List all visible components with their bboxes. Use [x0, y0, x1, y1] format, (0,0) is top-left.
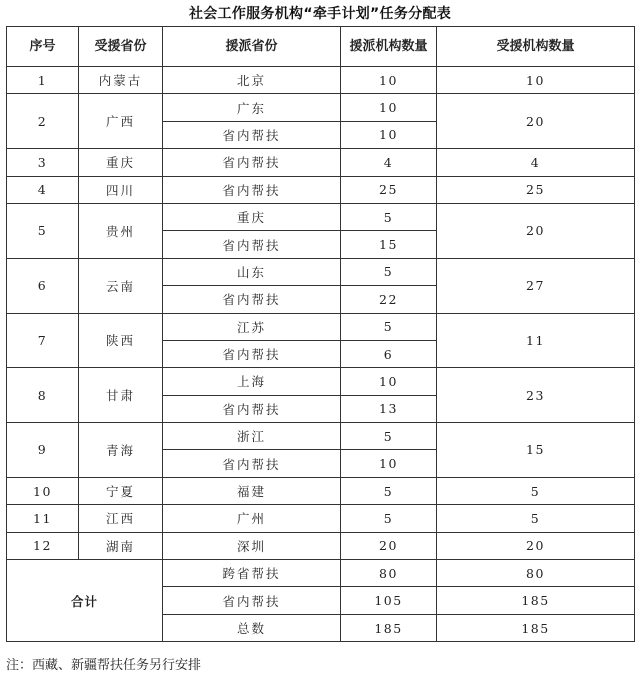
sending-province: 广东 — [163, 94, 341, 121]
total-sending: 80 — [341, 560, 437, 587]
row-index: 4 — [7, 176, 79, 203]
sending-count: 10 — [341, 450, 437, 477]
sending-province: 福建 — [163, 477, 341, 504]
sending-count: 6 — [341, 340, 437, 367]
header-sending-province: 援派省份 — [163, 27, 341, 67]
header-receiving-province: 受援省份 — [79, 27, 163, 67]
total-sending: 105 — [341, 587, 437, 614]
sending-province: 省内帮扶 — [163, 121, 341, 148]
sending-province: 浙江 — [163, 423, 341, 450]
row-index: 10 — [7, 477, 79, 504]
sending-province: 省内帮扶 — [163, 286, 341, 313]
row-index: 5 — [7, 203, 79, 258]
receiving-province: 贵州 — [79, 203, 163, 258]
allocation-table — [6, 26, 635, 642]
receiving-count: 11 — [437, 313, 635, 368]
sending-province: 省内帮扶 — [163, 395, 341, 422]
table-row — [7, 94, 635, 121]
sending-count: 15 — [341, 231, 437, 258]
table-row — [7, 313, 635, 340]
receiving-province: 广西 — [79, 94, 163, 149]
receiving-count: 5 — [437, 505, 635, 532]
sending-province: 广州 — [163, 505, 341, 532]
header-index: 序号 — [7, 27, 79, 67]
sending-count: 5 — [341, 203, 437, 230]
row-index: 11 — [7, 505, 79, 532]
receiving-province: 重庆 — [79, 149, 163, 176]
sending-count: 5 — [341, 313, 437, 340]
receiving-province: 云南 — [79, 258, 163, 313]
sending-count: 5 — [341, 505, 437, 532]
receiving-province: 江西 — [79, 505, 163, 532]
total-receiving: 185 — [437, 614, 635, 641]
sending-count: 13 — [341, 395, 437, 422]
row-index: 3 — [7, 149, 79, 176]
receiving-province: 宁夏 — [79, 477, 163, 504]
receiving-province: 四川 — [79, 176, 163, 203]
receiving-count: 10 — [437, 67, 635, 94]
table-row — [7, 368, 635, 395]
sending-province: 北京 — [163, 67, 341, 94]
sending-count: 10 — [341, 94, 437, 121]
row-index: 1 — [7, 67, 79, 94]
receiving-count: 15 — [437, 423, 635, 478]
row-index: 6 — [7, 258, 79, 313]
sending-province: 江苏 — [163, 313, 341, 340]
total-category: 跨省帮扶 — [163, 560, 341, 587]
header-sending-count: 援派机构数量 — [341, 27, 437, 67]
receiving-count: 20 — [437, 203, 635, 258]
total-label: 合计 — [7, 560, 163, 642]
receiving-province: 甘肃 — [79, 368, 163, 423]
receiving-province: 内蒙古 — [79, 67, 163, 94]
footnote: 注：西藏、新疆帮扶任务另行安排 — [6, 658, 202, 673]
receiving-province: 陕西 — [79, 313, 163, 368]
sending-count: 5 — [341, 423, 437, 450]
table-row — [7, 532, 635, 559]
total-receiving: 80 — [437, 560, 635, 587]
sending-province: 省内帮扶 — [163, 231, 341, 258]
table-title: 社会工作服务机构“牵手计划”任务分配表 — [188, 6, 452, 22]
receiving-province: 青海 — [79, 423, 163, 478]
receiving-count: 23 — [437, 368, 635, 423]
receiving-count: 20 — [437, 94, 635, 149]
total-category: 省内帮扶 — [163, 587, 341, 614]
sending-province: 省内帮扶 — [163, 340, 341, 367]
row-index: 8 — [7, 368, 79, 423]
table-row — [7, 67, 635, 94]
table-row — [7, 176, 635, 203]
table-row — [7, 203, 635, 230]
receiving-count: 4 — [437, 149, 635, 176]
receiving-count: 27 — [437, 258, 635, 313]
receiving-count: 25 — [437, 176, 635, 203]
total-receiving: 185 — [437, 587, 635, 614]
sending-count: 10 — [341, 121, 437, 148]
sending-count: 22 — [341, 286, 437, 313]
sending-count: 10 — [341, 67, 437, 94]
sending-count: 5 — [341, 477, 437, 504]
receiving-province: 湖南 — [79, 532, 163, 559]
sending-province: 省内帮扶 — [163, 450, 341, 477]
sending-province: 重庆 — [163, 203, 341, 230]
table-row — [7, 149, 635, 176]
total-row — [7, 560, 635, 587]
sending-province: 省内帮扶 — [163, 176, 341, 203]
row-index: 12 — [7, 532, 79, 559]
sending-count: 25 — [341, 176, 437, 203]
sending-count: 5 — [341, 258, 437, 285]
total-sending: 185 — [341, 614, 437, 641]
total-category: 总数 — [163, 614, 341, 641]
sending-province: 上海 — [163, 368, 341, 395]
sending-province: 山东 — [163, 258, 341, 285]
receiving-count: 5 — [437, 477, 635, 504]
sending-count: 20 — [341, 532, 437, 559]
sending-province: 省内帮扶 — [163, 149, 341, 176]
table-row — [7, 505, 635, 532]
receiving-count: 20 — [437, 532, 635, 559]
sending-province: 深圳 — [163, 532, 341, 559]
row-index: 9 — [7, 423, 79, 478]
table-row — [7, 258, 635, 285]
header-row — [7, 27, 635, 67]
sending-count: 10 — [341, 368, 437, 395]
header-receiving-count: 受援机构数量 — [437, 27, 635, 67]
row-index: 7 — [7, 313, 79, 368]
table-row — [7, 477, 635, 504]
table-row — [7, 423, 635, 450]
sending-count: 4 — [341, 149, 437, 176]
table-body — [7, 67, 635, 642]
row-index: 2 — [7, 94, 79, 149]
